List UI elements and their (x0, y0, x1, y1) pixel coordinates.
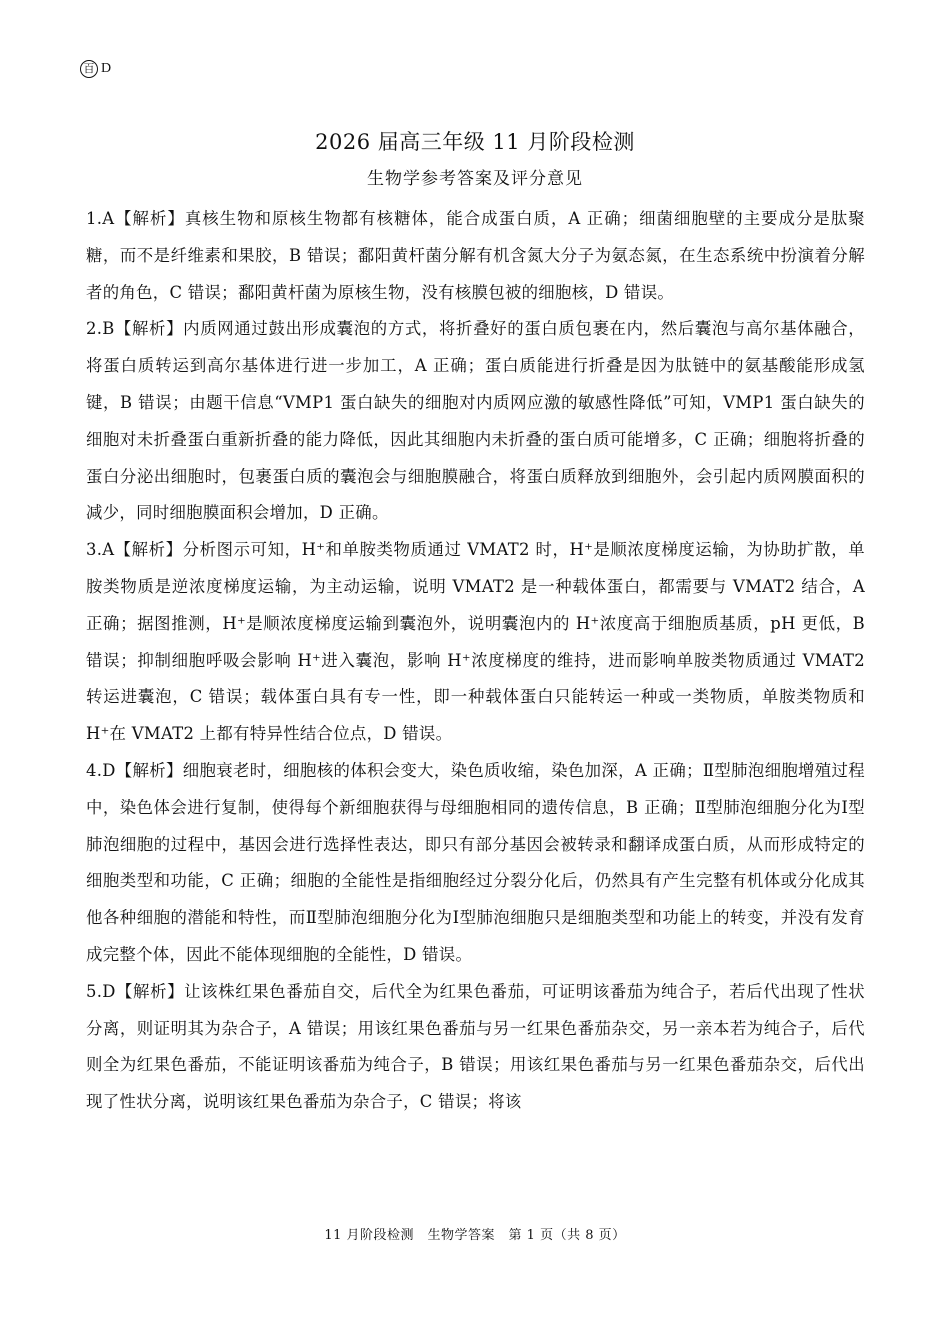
answer-list (86, 201, 865, 1121)
corner-mark (80, 60, 111, 78)
answer-2: 2.B【解析】内质网通过鼓出形成囊泡的方式，将折叠好的蛋白质包裹在内，然后囊泡与高尔基体融合，将蛋白质转运到高尔基体进行进一步加工，A 正确；蛋白质能进行折叠是因为肽链中的氨基酸能形成氢键，B 错误；由题干信息“VMP1 蛋白缺失的细胞对内质网应激的敏感性降低”可知，VMP1 蛋白缺失的细胞对未折叠蛋白重新折叠的能力降低，因此其细胞内未折叠的蛋白质可能增多，C 正确；细胞将折叠的蛋白分泌出细胞时，包裹蛋白质的囊泡会与细胞膜融合，将蛋白质释放到细胞外，会引起内质网膜面积的减少，同时细胞膜面积会增加，D 正确。 (86, 319, 865, 523)
answer-4: 4.D【解析】细胞衰老时，细胞核的体积会变大，染色质收缩，染色加深，A 正确；Ⅱ型肺泡细胞增殖过程中，染色体会进行复制，使得每个新细胞获得与母细胞相同的遗传信息，B 正确；Ⅱ型肺泡细胞分化为Ⅰ型肺泡细胞的过程中，基因会进行选择性表达，即只有部分基因会被转录和翻译成蛋白质，从而形成特定的细胞类型和功能，C 正确；细胞的全能性是指细胞经过分裂分化后，仍然具有产生完整有机体或分化成其他各种细胞的潜能和特性，而Ⅱ型肺泡细胞分化为Ⅰ型肺泡细胞只是细胞类型和功能上的转变，并没有发育成完整个体，因此不能体现细胞的全能性，D 错误。 (86, 760, 865, 964)
document-title: 2026 届高三年级 11 月阶段检测 (315, 130, 635, 154)
answer-3: 3.A【解析】分析图示可知，H⁺和单胺类物质通过 VMAT2 时，H⁺是顺浓度梯度运输，为协助扩散，单胺类物质是逆浓度梯度运输，为主动运输，说明 VMAT2 是一种载体蛋白，都需要与 VMAT2 结合，A 正确；据图推测，H⁺是顺浓度梯度运输到囊泡外，说明囊泡内的 H⁺浓度高于细胞质基质，pH 更低，B 错误；抑制细胞呼吸会影响 H⁺进入囊泡，影响 H⁺浓度梯度的维持，进而影响单胺类物质通过 VMAT2 转运进囊泡，C 错误；载体蛋白具有专一性，即一种载体蛋白只能转运一种或一类物质，单胺类物质和 H⁺在 VMAT2 上都有特异性结合位点，D 错误。 (86, 540, 865, 744)
answer-1: 1.A【解析】真核生物和原核生物都有核糖体，能合成蛋白质，A 正确；细菌细胞壁的主要成分是肽聚糖，而不是纤维素和果胶，B 错误；鄱阳黄杆菌分解有机含氮大分子为氨态氮，在生态系统中扮演着分解者的角色，C 错误；鄱阳黄杆菌为原核生物，没有核膜包被的细胞核，D 错误。 (86, 209, 865, 302)
document-subtitle: 生物学参考答案及评分意见 (367, 169, 583, 189)
circle-badge-icon: 百 (80, 60, 98, 78)
answer-5: 5.D【解析】让该株红果色番茄自交，后代全为红果色番茄，可证明该番茄为纯合子，若后代出现了性状分离，则证明其为杂合子，A 错误；用该红果色番茄与另一红果色番茄杂交，另一亲本若为纯合子，后代则全为红果色番茄，不能证明该番茄为纯合子，B 错误；用该红果色番茄与另一红果色番茄杂交，后代出现了性状分离，说明该红果色番茄为杂合子，C 错误；将该 (86, 981, 865, 1112)
corner-letter: D (101, 61, 112, 76)
page-footer: 11 月阶段检测 生物学答案 第 1 页（共 8 页） (324, 1228, 626, 1243)
